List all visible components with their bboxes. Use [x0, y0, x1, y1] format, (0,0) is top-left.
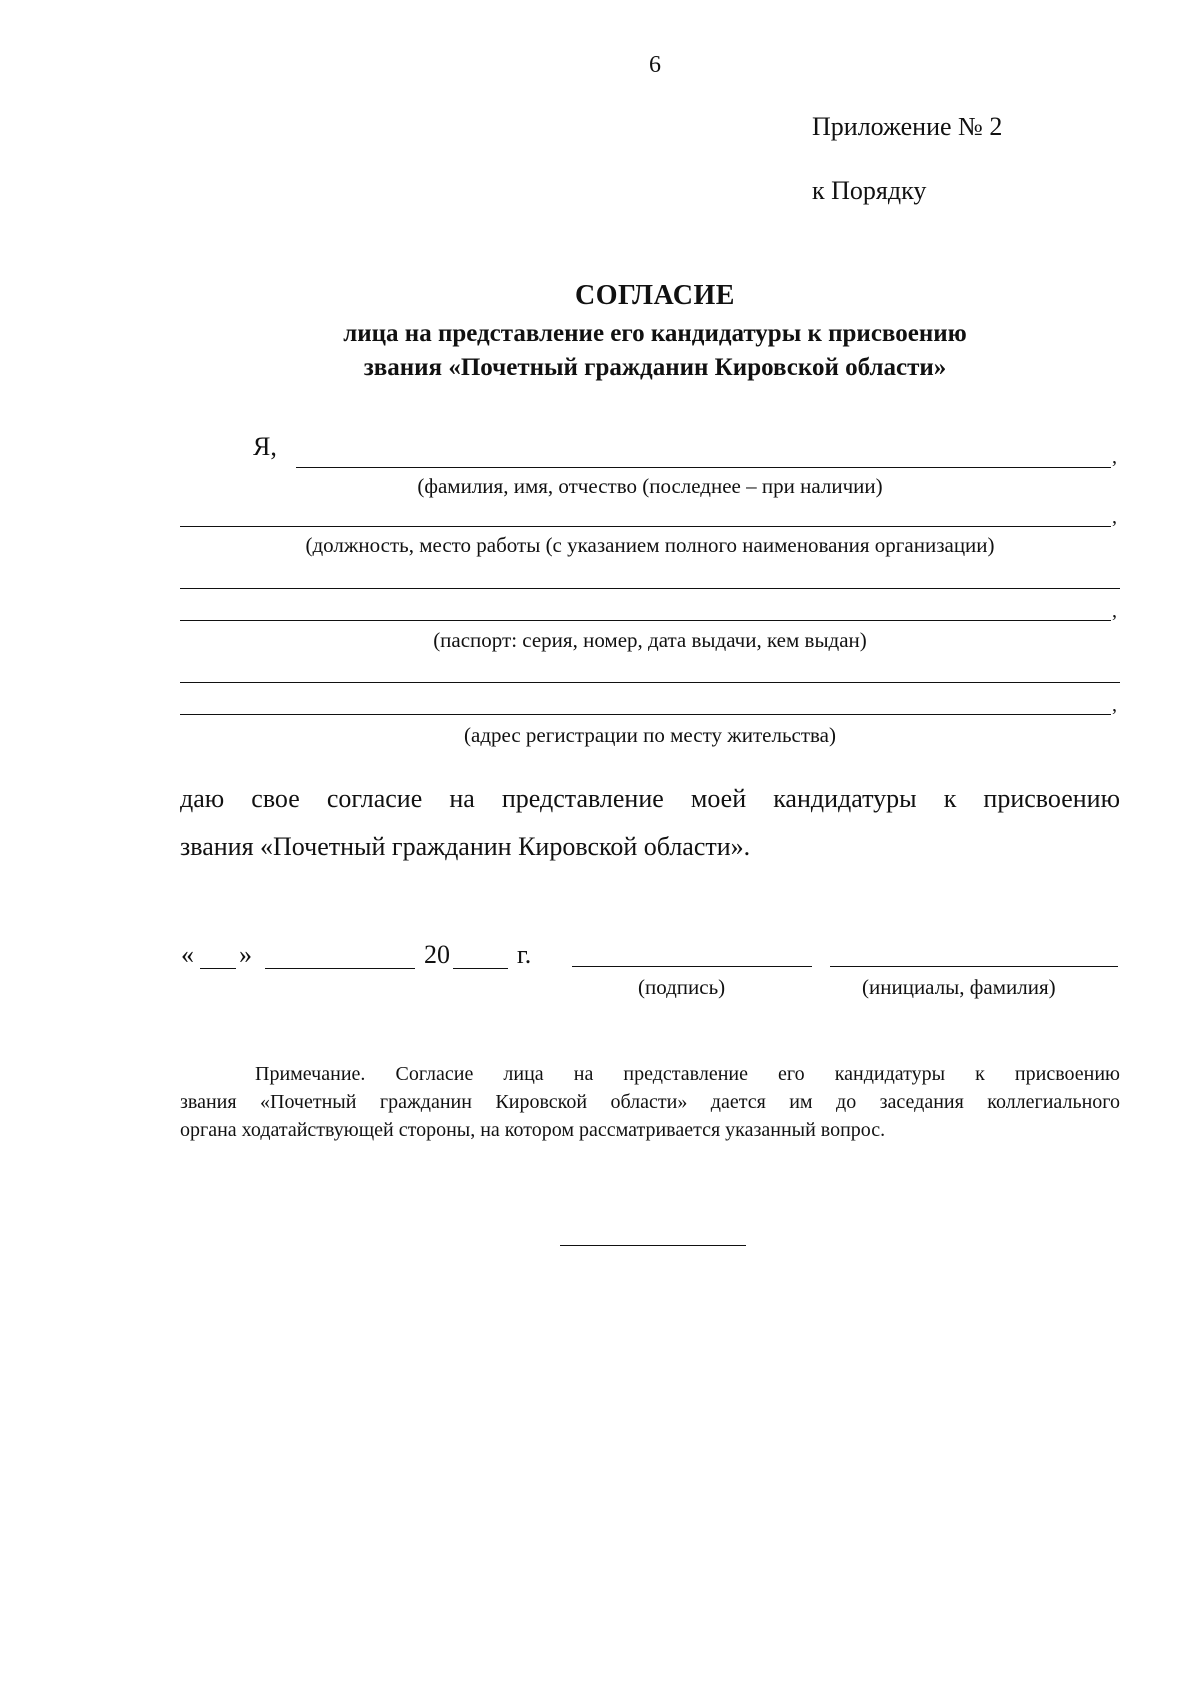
address-field-line-1[interactable] — [180, 682, 1120, 683]
date-day-field[interactable] — [200, 968, 236, 969]
appendix-number: Приложение № 2 — [812, 112, 1003, 141]
passport-field-caption: (паспорт: серия, номер, дата выдачи, кем выдан) — [433, 628, 867, 652]
closing-separator — [560, 1245, 746, 1246]
position-field-caption: (должность, место работы (с указанием полного наименования организации) — [305, 533, 995, 557]
consent-statement-line-2: звания «Почетный гражданин Кировской области». — [180, 832, 751, 861]
passport-field-line-2[interactable] — [180, 620, 1111, 621]
lead-pronoun: Я, — [253, 432, 277, 461]
note-line-1: Примечание. Согласие лица на представление его кандидатуры к присвоению — [255, 1063, 1120, 1085]
date-year-field[interactable] — [453, 968, 508, 969]
signature-caption: (подпись) — [638, 975, 726, 999]
note-block — [180, 1060, 1120, 1144]
date-month-field[interactable] — [265, 968, 415, 969]
note-line-2: звания «Почетный гражданин Кировской области» дается им до заседания коллегиального — [180, 1091, 1120, 1113]
name-field-comma: , — [1112, 446, 1117, 468]
document-subtitle-line-2: звания «Почетный гражданин Кировской области» — [363, 354, 947, 381]
date-year-suffix: г. — [517, 940, 532, 969]
date-open-quote: « — [181, 940, 194, 969]
position-field-comma: , — [1112, 506, 1117, 528]
date-year-prefix: 20 — [424, 940, 450, 969]
passport-field-comma: , — [1112, 600, 1117, 622]
address-field-line-2[interactable] — [180, 714, 1111, 715]
page-number: 6 — [649, 52, 661, 78]
position-field-line[interactable] — [180, 526, 1111, 527]
passport-field-line-1[interactable] — [180, 588, 1120, 589]
date-close-quote: » — [239, 940, 252, 969]
address-field-caption: (адрес регистрации по месту жительства) — [464, 723, 836, 747]
name-field-line[interactable] — [296, 467, 1111, 468]
signature-field-line[interactable] — [572, 966, 812, 967]
initials-field-line[interactable] — [830, 966, 1118, 967]
consent-statement-line-1: даю свое согласие на представление моей кандидатуры к присвоению — [180, 784, 1120, 813]
note-line-3: органа ходатайствующей стороны, на котором рассматривается указанный вопрос. — [180, 1119, 886, 1141]
initials-caption: (инициалы, фамилия) — [862, 975, 1056, 999]
document-subtitle-line-1: лица на представление его кандидатуры к присвоению — [343, 320, 967, 347]
document-title: СОГЛАСИЕ — [575, 280, 735, 311]
address-field-comma: , — [1112, 694, 1117, 716]
name-field-caption: (фамилия, имя, отчество (последнее – при наличии) — [417, 474, 883, 498]
appendix-reference: к Порядку — [812, 176, 927, 205]
